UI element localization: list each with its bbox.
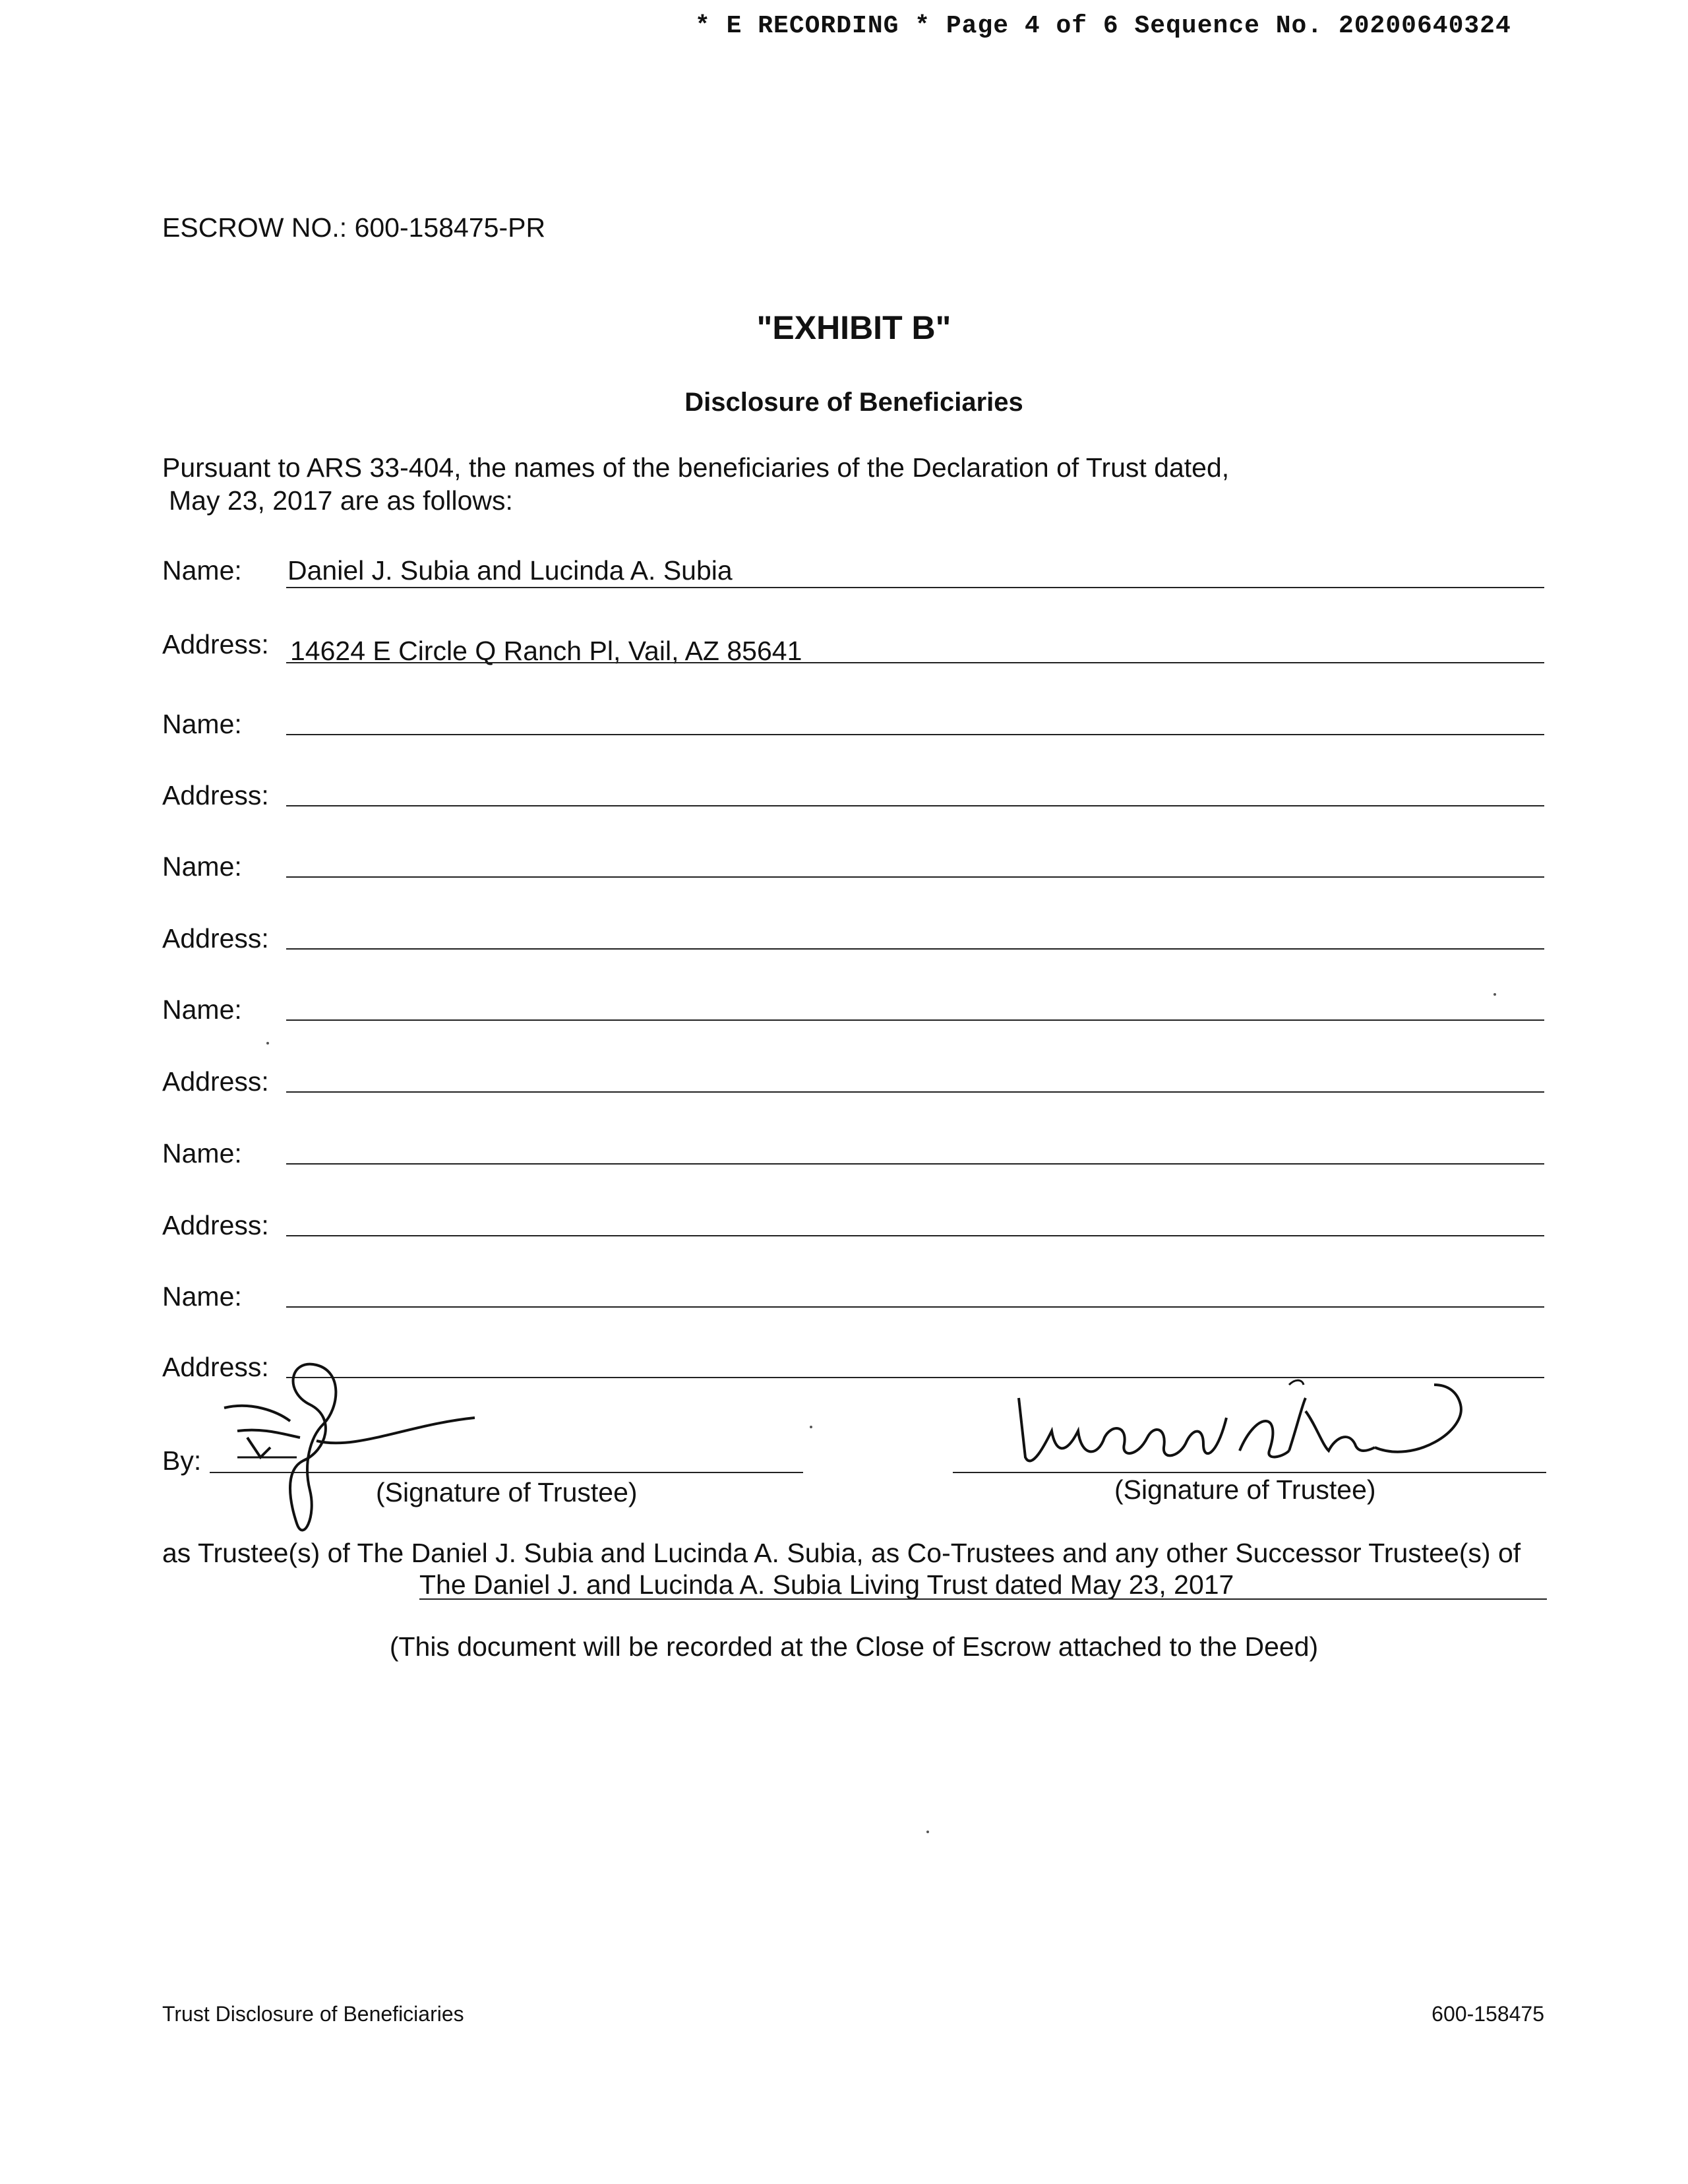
intro-line-1: Pursuant to ARS 33-404, the names of the beneficiaries of the Declaration of Trust dated,	[162, 452, 1230, 483]
beneficiary-address-1	[162, 629, 1547, 669]
trustee-statement-line-1: as Trustee(s) of The Daniel J. Subia and Lucinda A. Subia, as Co-Trustees and any other Successor Trustee(s) of	[162, 1538, 1521, 1568]
field-underline	[286, 876, 1544, 878]
field-underline	[286, 1306, 1544, 1308]
field-label: Address:	[162, 1066, 269, 1097]
beneficiary-address-5	[162, 1210, 1547, 1250]
by-label: By:	[162, 1445, 202, 1476]
page-title-text: "EXHIBIT B"	[756, 309, 951, 346]
page-subtitle-text: Disclosure of Beneficiaries	[684, 388, 1023, 417]
intro-line-2: May 23, 2017 are as follows:	[169, 485, 513, 516]
field-label: Name:	[162, 1281, 242, 1312]
scan-speck	[1493, 993, 1496, 996]
field-label: Name:	[162, 709, 242, 739]
field-underline	[286, 1091, 1544, 1093]
field-value: 14624 E Circle Q Ranch Pl, Vail, AZ 85641	[290, 636, 802, 666]
trustee-underline	[419, 1598, 1547, 1600]
handwritten-signature-left	[211, 1352, 488, 1550]
handwritten-signature-right	[1006, 1365, 1480, 1477]
recording-note	[0, 1631, 1688, 1662]
field-underline	[286, 1163, 1544, 1165]
field-label: Address:	[162, 1352, 269, 1382]
field-underline	[286, 805, 1544, 806]
beneficiary-address-4	[162, 1066, 1547, 1106]
scan-speck	[926, 1831, 929, 1833]
field-label: Address:	[162, 1210, 269, 1240]
beneficiary-name-4	[162, 994, 1547, 1034]
field-label: Address:	[162, 780, 269, 810]
recording-note-text: (This document will be recorded at the Close of Escrow attached to the Deed)	[389, 1631, 1319, 1662]
beneficiary-name-6	[162, 1281, 1547, 1321]
field-label: Address:	[162, 629, 269, 659]
signature-caption-left: (Signature of Trustee)	[376, 1477, 638, 1507]
field-label: Address:	[162, 923, 269, 954]
scan-speck	[810, 1426, 812, 1428]
recording-stamp: * E RECORDING * Page 4 of 6 Sequence No. 20200640324	[695, 12, 1511, 40]
trustee-statement-line-2: The Daniel J. and Lucinda A. Subia Living Trust dated May 23, 2017	[419, 1569, 1234, 1600]
field-underline	[286, 662, 1544, 663]
field-underline	[286, 1019, 1544, 1021]
field-underline	[286, 734, 1544, 735]
page-subtitle	[0, 388, 1688, 417]
field-label: Name:	[162, 994, 242, 1025]
field-label: Name:	[162, 1138, 242, 1168]
beneficiary-address-3	[162, 923, 1547, 963]
beneficiary-address-2	[162, 780, 1547, 820]
beneficiary-name-5	[162, 1138, 1547, 1178]
signature-caption-right: (Signature of Trustee)	[1114, 1474, 1376, 1505]
beneficiary-name-2	[162, 709, 1547, 748]
escrow-number: ESCROW NO.: 600-158475-PR	[162, 212, 546, 243]
field-label: Name:	[162, 851, 242, 882]
field-value: Daniel J. Subia and Lucinda A. Subia	[287, 555, 733, 586]
field-underline	[286, 587, 1544, 588]
scan-speck	[266, 1042, 269, 1045]
page-title	[0, 309, 1688, 347]
field-underline	[286, 1235, 1544, 1236]
field-label: Name:	[162, 555, 242, 586]
beneficiary-name-1	[162, 555, 1547, 595]
footer-document-name: Trust Disclosure of Beneficiaries	[162, 2002, 464, 2026]
beneficiary-name-3	[162, 851, 1547, 891]
field-underline	[286, 948, 1544, 950]
footer-escrow-number: 600-158475	[1432, 2002, 1544, 2026]
